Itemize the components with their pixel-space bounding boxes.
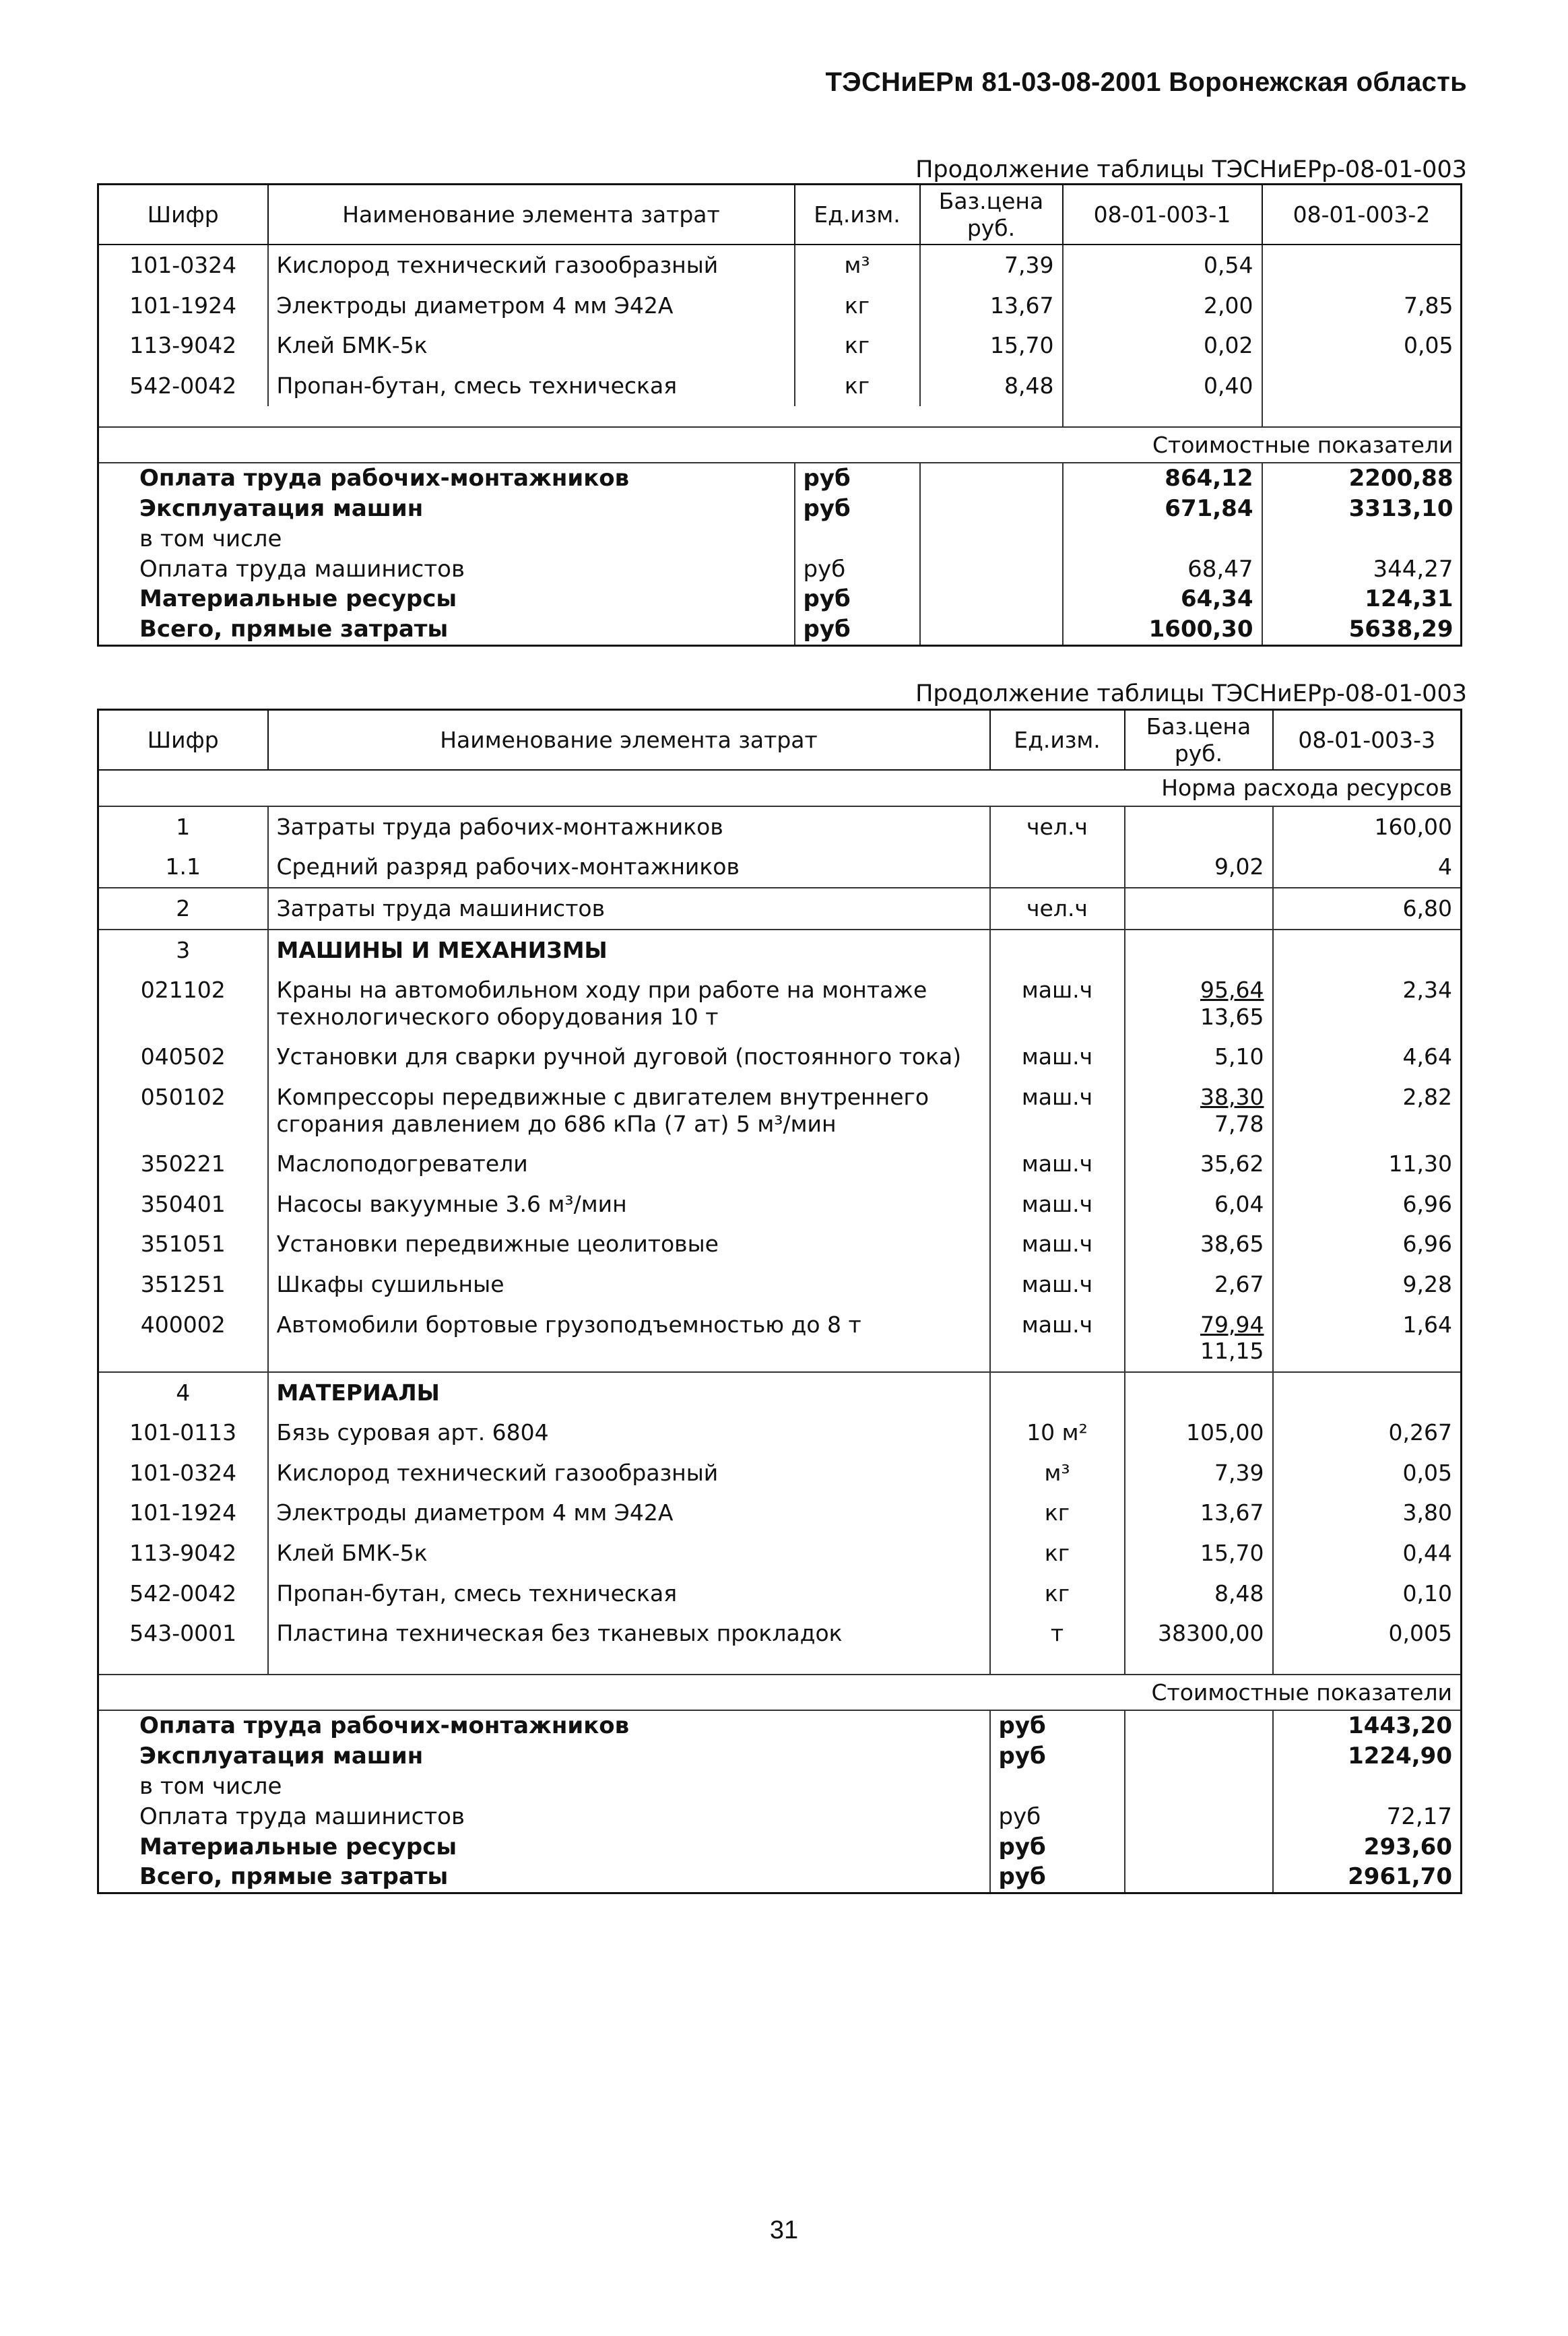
price-cell: 13,67 — [920, 286, 1063, 326]
table-row — [98, 1305, 1462, 1372]
price-cell — [1125, 1533, 1273, 1573]
summary-value: 293,60 — [1273, 1832, 1462, 1862]
summary-unit: руб — [795, 463, 920, 494]
summary-label: Оплата труда рабочих-монтажников — [98, 1710, 990, 1741]
unit-cell: чел.ч — [990, 888, 1125, 930]
price-cell: 7,39 — [920, 245, 1063, 286]
code-cell: 101-0324 — [129, 1459, 237, 1486]
code-cell: 351051 — [140, 1231, 226, 1258]
code-cell: 1 — [98, 806, 268, 847]
table2-header-code: Шифр — [98, 710, 268, 771]
page-number: 31 — [769, 2216, 799, 2244]
summary-price — [1125, 1741, 1273, 1772]
summary-price — [1125, 1772, 1273, 1802]
code-cell: 021102 — [140, 977, 226, 1004]
value-cell: 0,005 — [1273, 1613, 1462, 1654]
price-cell — [1125, 1493, 1273, 1533]
document-header: ТЭСНиЕРм 81-03-08-2001 Воронежская область — [825, 67, 1467, 97]
price-value: 5,10 — [1214, 1043, 1264, 1070]
price-value: 105,00 — [1186, 1419, 1264, 1446]
summary-price — [920, 524, 1063, 554]
code-cell: 2 — [98, 888, 268, 930]
cost-label: Стоимостные показатели — [98, 1675, 1462, 1711]
unit-cell: кг — [795, 286, 920, 326]
summary-row — [98, 1710, 1462, 1741]
summary-value: 64,34 — [1063, 584, 1262, 614]
summary-price — [920, 584, 1063, 614]
table1-header-name: Наименование элемента затрат — [268, 185, 795, 245]
table-row — [98, 1613, 1462, 1654]
summary-label: Эксплуатация машин — [139, 494, 424, 522]
summary-price — [920, 614, 1063, 645]
table1-header-col1: 08-01-003-1 — [1063, 185, 1262, 245]
value-cell: 2,82 — [1273, 1077, 1462, 1144]
spacer-cell — [990, 1654, 1125, 1675]
summary-value: 124,31 — [1262, 584, 1462, 614]
name-cell: Автомобили бортовые грузоподъемностью до 8 т — [268, 1305, 990, 1372]
name-cell: Краны на автомобильном ходу при работе на монтаже технологического оборудования 10 т — [268, 970, 990, 1037]
code-cell: 400002 — [140, 1311, 226, 1338]
table-row — [98, 1037, 1462, 1077]
summary-value: 671,84 — [1063, 494, 1262, 524]
table1 — [97, 183, 1462, 647]
price-value: 9,02 — [1214, 853, 1264, 880]
spacer-cell — [268, 1654, 990, 1675]
summary-label: в том числе — [139, 1773, 282, 1800]
table-row — [98, 806, 1462, 847]
code-cell: 101-1924 — [129, 1499, 237, 1526]
price-cell — [1125, 1077, 1273, 1144]
name-cell: Маслоподогреватели — [268, 1144, 990, 1184]
summary-row — [98, 463, 1462, 494]
price-cell — [1125, 930, 1273, 971]
summary-value: 1443,20 — [1273, 1710, 1462, 1741]
summary-label: Оплата труда машинистов — [139, 555, 465, 583]
table-row — [98, 1573, 1462, 1614]
price-value: 38,65 — [1200, 1231, 1264, 1258]
price-cell — [1125, 1613, 1273, 1654]
summary-unit: руб — [990, 1832, 1125, 1862]
summary-price — [920, 494, 1063, 524]
value-cell: 7,85 — [1262, 286, 1462, 326]
table-row — [98, 1224, 1462, 1264]
unit-cell: маш.ч — [990, 1184, 1125, 1225]
value-cell — [1273, 1372, 1462, 1413]
summary-value: 2200,88 — [1262, 463, 1462, 494]
table-row — [98, 1264, 1462, 1305]
price-cell — [1125, 1264, 1273, 1305]
summary-row — [98, 1832, 1462, 1862]
summary-label: Всего, прямые затраты — [139, 616, 449, 643]
table2-header-name: Наименование элемента затрат — [268, 710, 990, 771]
spacer-row — [98, 1654, 1462, 1675]
code-cell: 542-0042 — [129, 1580, 237, 1607]
summary-unit: руб — [990, 1802, 1125, 1832]
value-cell: 0,05 — [1273, 1453, 1462, 1493]
value-cell: 2,00 — [1063, 286, 1262, 326]
value-cell: 4 — [1273, 847, 1462, 888]
summary-value: 5638,29 — [1262, 614, 1462, 645]
summary-value: 1224,90 — [1273, 1741, 1462, 1772]
table-row — [98, 1453, 1462, 1493]
summary-row — [98, 1862, 1462, 1893]
price-secondary: 11,15 — [1200, 1338, 1264, 1365]
table2-header-col3: 08-01-003-3 — [1273, 710, 1462, 771]
cost-label: Стоимостные показатели — [98, 427, 1462, 463]
summary-unit: руб — [990, 1741, 1125, 1772]
summary-unit: руб — [795, 554, 920, 585]
summary-value: 344,27 — [1262, 554, 1462, 585]
summary-label: Оплата труда машинистов — [139, 1803, 465, 1830]
unit-cell: 10 м² — [990, 1413, 1125, 1453]
summary-value: 1600,30 — [1063, 614, 1262, 645]
summary-value: 864,12 — [1063, 463, 1262, 494]
name-cell: Электроды диаметром 4 мм Э42А — [268, 286, 795, 326]
summary-value: 3313,10 — [1262, 494, 1462, 524]
spacer-cell — [1063, 406, 1262, 427]
name-cell: Пластина техническая без тканевых прокладок — [268, 1613, 990, 1654]
value-cell: 6,96 — [1273, 1184, 1462, 1225]
summary-row — [98, 614, 1462, 645]
spacer-cell — [98, 406, 920, 427]
name-cell: Установки передвижные цеолитовые — [268, 1224, 990, 1264]
unit-cell: маш.ч — [990, 1305, 1125, 1372]
name-cell: Средний разряд рабочих-монтажников — [268, 847, 990, 888]
norm-label-row — [98, 770, 1462, 806]
name-cell: Пропан-бутан, смесь техническая — [268, 1573, 990, 1614]
summary-unit: руб — [795, 614, 920, 645]
unit-cell: кг — [990, 1533, 1125, 1573]
table-row — [98, 286, 1462, 326]
value-cell: 0,54 — [1063, 245, 1262, 286]
code-cell: 101-0324 — [129, 252, 237, 279]
code-cell: 350221 — [140, 1150, 226, 1177]
spacer-cell — [1273, 1654, 1462, 1675]
value-cell: 2,34 — [1273, 970, 1462, 1037]
price-secondary: 13,65 — [1200, 1003, 1264, 1030]
table1-header-col2: 08-01-003-2 — [1262, 185, 1462, 245]
unit-cell: маш.ч — [990, 970, 1125, 1037]
value-cell — [1262, 366, 1462, 406]
unit-cell: т — [990, 1613, 1125, 1654]
summary-price — [1125, 1862, 1273, 1893]
summary-price — [1125, 1802, 1273, 1832]
unit-cell: чел.ч — [990, 806, 1125, 847]
price-cell — [1125, 1573, 1273, 1614]
summary-price — [920, 554, 1063, 585]
value-cell: 9,28 — [1273, 1264, 1462, 1305]
value-cell: 0,02 — [1063, 325, 1262, 366]
spacer-cell — [98, 1654, 268, 1675]
unit-cell: кг — [990, 1573, 1125, 1614]
name-cell: Затраты труда машинистов — [268, 888, 990, 930]
price-cell: 8,48 — [920, 366, 1063, 406]
name-cell: Кислород технический газообразный — [268, 245, 795, 286]
code-cell: 351251 — [140, 1270, 226, 1297]
value-cell — [1273, 930, 1462, 971]
table-row — [98, 245, 1462, 286]
name-cell: Компрессоры передвижные с двигателем внутреннего сгорания давлением до 686 кПа (7 ат) 5 м³/мин — [268, 1077, 990, 1144]
cost-label-row — [98, 427, 1462, 463]
value-cell: 6,80 — [1273, 888, 1462, 930]
table2 — [97, 709, 1462, 1894]
summary-value: 72,17 — [1273, 1802, 1462, 1832]
spacer-cell — [1262, 406, 1462, 427]
unit-cell: маш.ч — [990, 1077, 1125, 1144]
summary-unit: руб — [990, 1862, 1125, 1893]
unit-cell: кг — [795, 366, 920, 406]
summary-value — [1273, 1772, 1462, 1802]
name-cell: Клей БМК-5к — [268, 325, 795, 366]
code-cell: 050102 — [140, 1083, 226, 1110]
summary-label: Материальные ресурсы — [139, 1833, 457, 1860]
value-cell: 0,267 — [1273, 1413, 1462, 1453]
unit-cell — [990, 1372, 1125, 1413]
price-cell: 15,70 — [920, 325, 1063, 366]
value-cell: 1,64 — [1273, 1305, 1462, 1372]
summary-label: Всего, прямые затраты — [139, 1863, 449, 1891]
summary-row — [98, 554, 1462, 585]
name-cell: Электроды диаметром 4 мм Э42А — [268, 1493, 990, 1533]
price-cell — [1125, 1184, 1273, 1225]
summary-unit: руб — [795, 494, 920, 524]
table-row — [98, 1533, 1462, 1573]
code-cell: 3 — [98, 930, 268, 971]
cost-label-row — [98, 1675, 1462, 1711]
unit-cell — [990, 930, 1125, 971]
summary-label: Оплата труда рабочих-монтажников — [98, 463, 795, 494]
summary-row — [98, 584, 1462, 614]
table-row — [98, 1144, 1462, 1184]
value-cell: 6,96 — [1273, 1224, 1462, 1264]
value-cell: 160,00 — [1273, 806, 1462, 847]
name-cell: Шкафы сушильные — [268, 1264, 990, 1305]
value-cell: 0,40 — [1063, 366, 1262, 406]
summary-value: 68,47 — [1063, 554, 1262, 585]
name-cell: Клей БМК-5к — [268, 1533, 990, 1573]
unit-cell — [990, 847, 1125, 888]
summary-unit — [990, 1772, 1125, 1802]
price-value: 38300,00 — [1158, 1620, 1264, 1647]
price-cell — [1125, 1413, 1273, 1453]
name-cell: Бязь суровая арт. 6804 — [268, 1413, 990, 1453]
unit-cell: маш.ч — [990, 1037, 1125, 1077]
price-cell — [1125, 1224, 1273, 1264]
table1-header-row — [98, 185, 1462, 245]
name-cell: МАШИНЫ И МЕХАНИЗМЫ — [268, 930, 990, 971]
price-value: 35,62 — [1200, 1150, 1264, 1177]
value-cell: 0,44 — [1273, 1533, 1462, 1573]
code-cell: 113-9042 — [129, 332, 237, 359]
code-cell: 543-0001 — [129, 1620, 237, 1647]
summary-row — [98, 1772, 1462, 1802]
unit-cell: м³ — [795, 245, 920, 286]
table-row — [98, 1493, 1462, 1533]
name-cell: Кислород технический газообразный — [268, 1453, 990, 1493]
summary-row — [98, 1741, 1462, 1772]
price-cell — [1125, 1372, 1273, 1413]
summary-label: Эксплуатация машин — [139, 1743, 424, 1770]
price-value: 13,67 — [1200, 1499, 1264, 1526]
summary-price — [1125, 1832, 1273, 1862]
code-cell: 542-0042 — [129, 372, 237, 399]
code-cell: 113-9042 — [129, 1540, 237, 1567]
price-cell — [1125, 1144, 1273, 1184]
price-value: 6,04 — [1214, 1190, 1264, 1217]
price-value: 15,70 — [1200, 1540, 1264, 1567]
table-row — [98, 1372, 1462, 1413]
name-cell: МАТЕРИАЛЫ — [268, 1372, 990, 1413]
price-secondary: 7,78 — [1214, 1110, 1264, 1137]
price-cell — [1125, 1037, 1273, 1077]
summary-label: в том числе — [139, 525, 282, 552]
table2-header-row — [98, 710, 1462, 771]
table2-caption: Продолжение таблицы ТЭСНиЕРр-08-01-003 — [915, 680, 1467, 707]
code-cell: 1.1 — [165, 853, 201, 880]
unit-cell: маш.ч — [990, 1224, 1125, 1264]
value-cell: 3,80 — [1273, 1493, 1462, 1533]
summary-price — [1125, 1710, 1273, 1741]
name-cell: Установки для сварки ручной дуговой (постоянного тока) — [268, 1037, 990, 1077]
price-cell — [1125, 970, 1273, 1037]
summary-unit: руб — [795, 584, 920, 614]
price-cell — [1125, 1305, 1273, 1372]
summary-label: Материальные ресурсы — [139, 585, 457, 613]
table-row — [98, 847, 1462, 888]
name-cell: Насосы вакуумные 3.6 м³/мин — [268, 1184, 990, 1225]
table2-header-unit: Ед.изм. — [990, 710, 1125, 771]
name-cell: Затраты труда рабочих-монтажников — [268, 806, 990, 847]
table-row — [98, 366, 1462, 406]
unit-cell: м³ — [990, 1453, 1125, 1493]
summary-unit: руб — [990, 1710, 1125, 1741]
code-cell: 101-0113 — [129, 1419, 237, 1446]
price-value: 95,64 — [1200, 977, 1264, 1004]
table-row — [98, 930, 1462, 971]
table-row — [98, 1413, 1462, 1453]
price-value: 79,94 — [1200, 1311, 1264, 1338]
code-cell: 101-1924 — [129, 292, 237, 319]
table-row — [98, 1077, 1462, 1144]
table-row — [98, 325, 1462, 366]
summary-row — [98, 1802, 1462, 1832]
spacer-cell — [1125, 1654, 1273, 1675]
value-cell: 11,30 — [1273, 1144, 1462, 1184]
table2-header-price: Баз.цена руб. — [1125, 710, 1273, 771]
price-value: 2,67 — [1214, 1270, 1264, 1297]
price-value: 38,30 — [1200, 1083, 1264, 1110]
norm-label: Норма расхода ресурсов — [98, 770, 1462, 806]
summary-row — [98, 494, 1462, 524]
price-cell — [1125, 806, 1273, 847]
unit-cell: кг — [795, 325, 920, 366]
table1-header-code: Шифр — [98, 185, 268, 245]
summary-value — [1262, 524, 1462, 554]
spacer-cell — [920, 406, 1063, 427]
code-cell: 040502 — [140, 1043, 226, 1070]
table-row — [98, 970, 1462, 1037]
value-cell: 0,10 — [1273, 1573, 1462, 1614]
unit-cell: кг — [990, 1493, 1125, 1533]
price-value: 7,39 — [1214, 1459, 1264, 1486]
price-cell — [1125, 847, 1273, 888]
unit-cell: маш.ч — [990, 1144, 1125, 1184]
table1-header-unit: Ед.изм. — [795, 185, 920, 245]
value-cell: 0,05 — [1262, 325, 1462, 366]
name-cell: Пропан-бутан, смесь техническая — [268, 366, 795, 406]
code-cell: 4 — [98, 1372, 268, 1413]
table1-header-price: Баз.цена руб. — [920, 185, 1063, 245]
price-cell — [1125, 888, 1273, 930]
unit-cell: маш.ч — [990, 1264, 1125, 1305]
price-cell — [1125, 1453, 1273, 1493]
spacer-row — [98, 406, 1462, 427]
table-row — [98, 888, 1462, 930]
summary-price — [920, 463, 1063, 494]
table1-caption: Продолжение таблицы ТЭСНиЕРр-08-01-003 — [915, 156, 1467, 183]
summary-row — [98, 524, 1462, 554]
summary-value — [1063, 524, 1262, 554]
value-cell — [1262, 245, 1462, 286]
summary-unit — [795, 524, 920, 554]
table-row — [98, 1184, 1462, 1225]
value-cell: 4,64 — [1273, 1037, 1462, 1077]
code-cell: 350401 — [140, 1190, 226, 1217]
summary-value: 2961,70 — [1273, 1862, 1462, 1893]
price-value: 8,48 — [1214, 1580, 1264, 1607]
